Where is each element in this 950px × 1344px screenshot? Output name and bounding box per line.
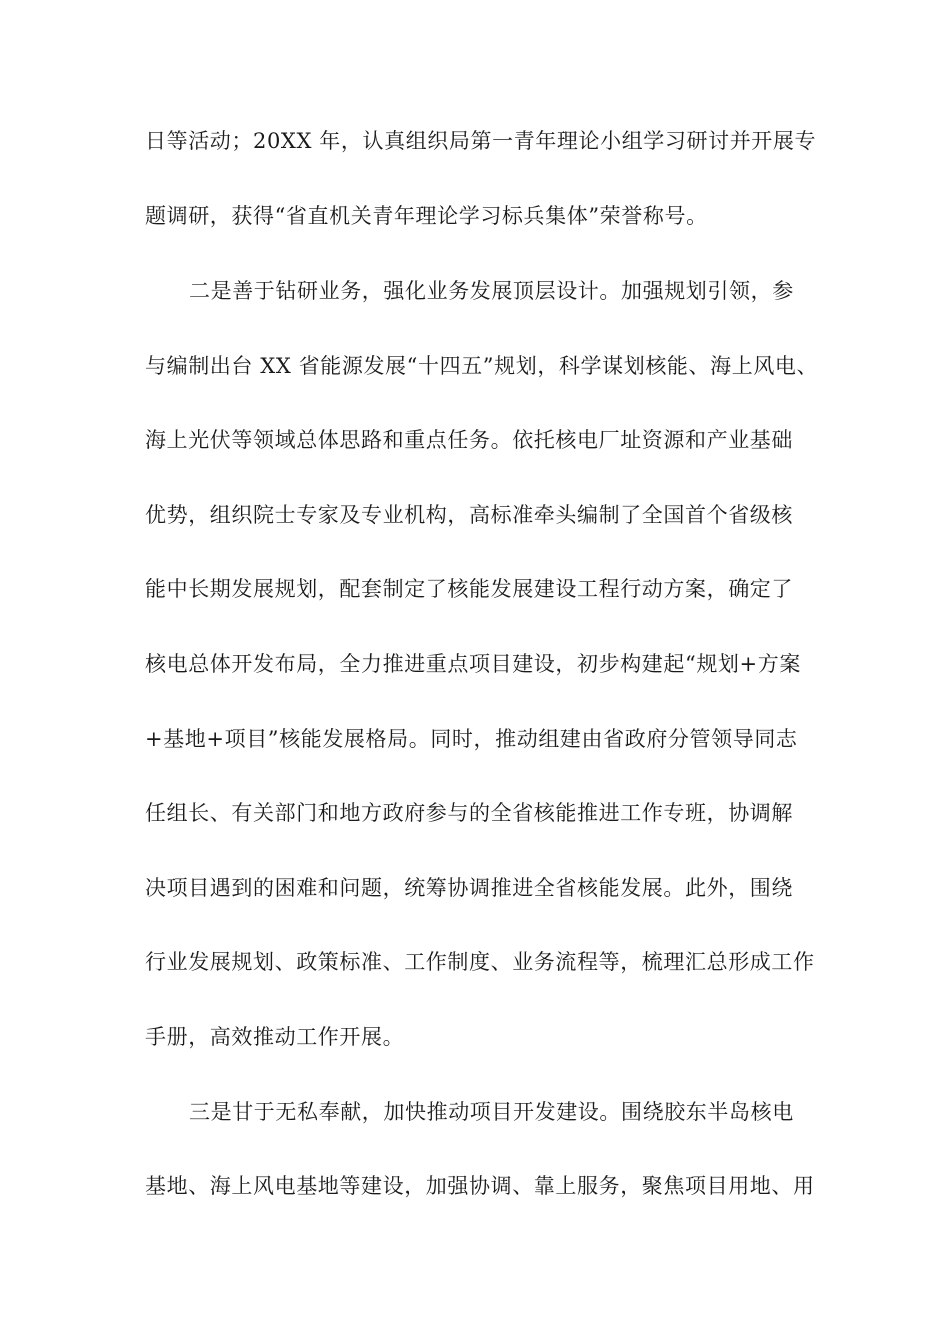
text-line: 行业发展规划、政策标准、工作制度、业务流程等，梳理汇总形成工作 — [145, 950, 815, 974]
text-line: 日等活动；20XX 年，认真组织局第一青年理论小组学习研讨并开展专 — [145, 129, 817, 153]
text-line: +基地+项目”核能发展格局。同时，推动组建由省政府分管领导同志 — [145, 727, 798, 751]
text-line: 核电总体开发布局，全力推进重点项目建设，初步构建起“规划+方案 — [145, 652, 801, 676]
text-line: 决项目遇到的困难和问题，统筹协调推进全省核能发展。此外，围绕 — [145, 876, 793, 900]
text-line: 与编制出台 XX 省能源发展“十四五”规划，科学谋划核能、海上风电、 — [145, 354, 819, 378]
text-line: 任组长、有关部门和地方政府参与的全省核能推进工作专班，协调解 — [145, 801, 793, 825]
text-line: 能中长期发展规划，配套制定了核能发展建设工程行动方案，确定了 — [145, 577, 793, 601]
paragraph-start-line: 二是善于钻研业务，强化业务发展顶层设计。加强规划引领，参 — [189, 279, 794, 303]
text-line: 海上光伏等领域总体思路和重点任务。依托核电厂址资源和产业基础 — [145, 428, 793, 452]
text-line: 手册，高效推动工作开展。 — [145, 1025, 405, 1049]
paragraph-start-line: 三是甘于无私奉献，加快推动项目开发建设。围绕胶东半岛核电 — [189, 1100, 794, 1124]
text-line: 题调研，获得“省直机关青年理论学习标兵集体”荣誉称号。 — [145, 204, 708, 228]
text-line: 优势，组织院士专家及专业机构，高标准牵头编制了全国首个省级核 — [145, 503, 793, 527]
text-line: 基地、海上风电基地等建设，加强协调、靠上服务，聚焦项目用地、用 — [145, 1174, 815, 1198]
